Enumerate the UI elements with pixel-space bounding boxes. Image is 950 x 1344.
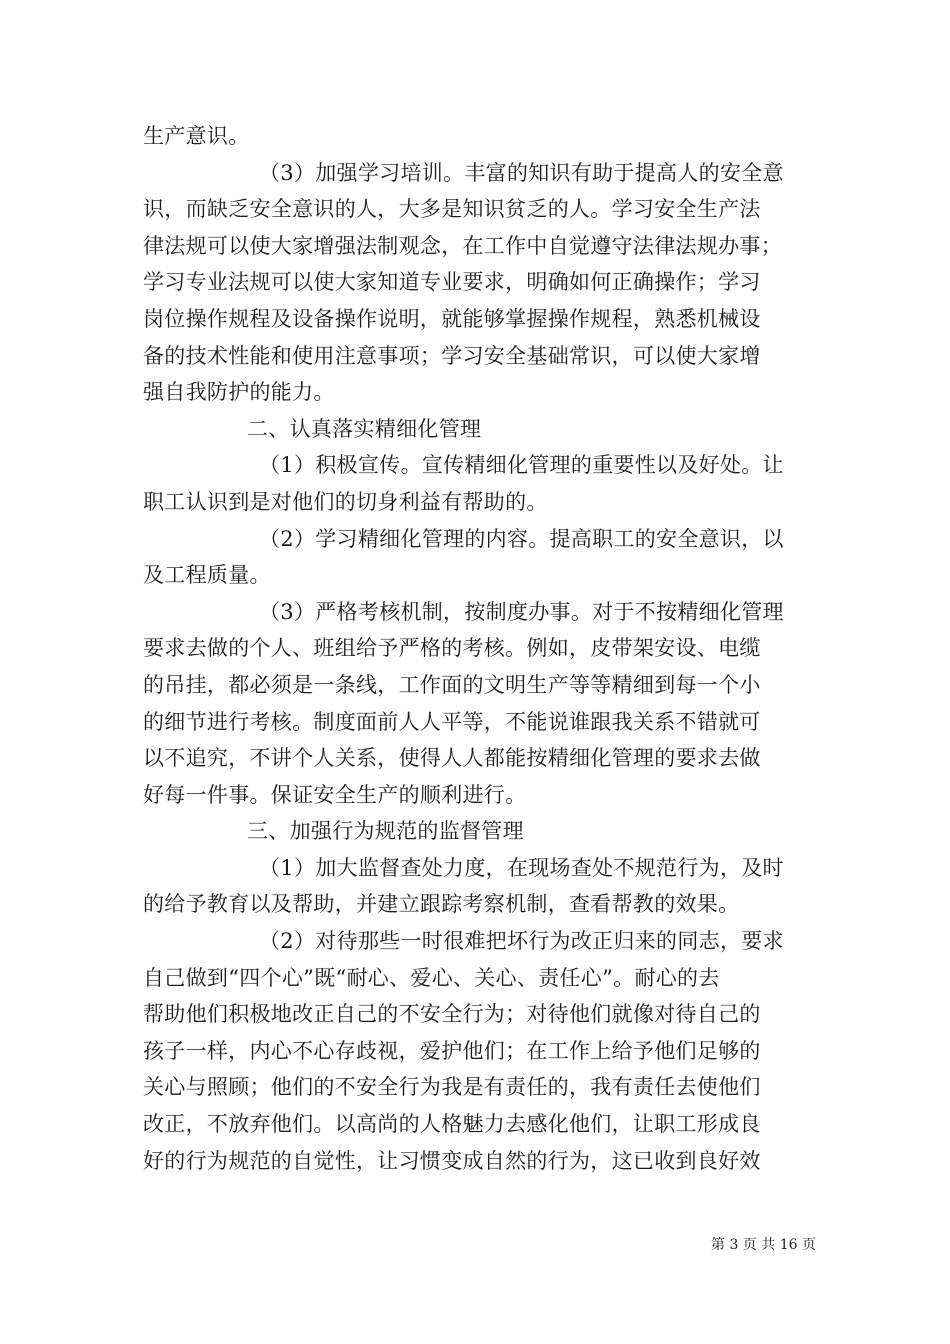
text-line: 好的行为规范的自觉性，让习惯变成自然的行为，这已收到良好效 xyxy=(143,1148,761,1173)
text-line: 二、认真落实精细化管理 xyxy=(247,416,482,441)
document-body xyxy=(143,118,807,1179)
text-line: 及工程质量。 xyxy=(143,563,271,588)
text-line: 备的技术性能和使用注意事项；学习安全基础常识，可以使大家增 xyxy=(143,343,761,368)
text-line: 的吊挂，都必须是一条线，工作面的文明生产等等精细到每一个小 xyxy=(143,672,761,697)
text-line: 帮助他们积极地改正自己的不安全行为；对待他们就像对待自己的 xyxy=(143,1002,761,1027)
text-line: 的细节进行考核。制度面前人人平等，不能说谁跟我关系不错就可 xyxy=(143,709,761,734)
text-line: 岗位操作规程及设备操作说明，就能够掌握操作规程，熟悉机械设 xyxy=(143,306,761,331)
text-line: （2）学习精细化管理的内容。提高职工的安全意识，以 xyxy=(259,526,784,551)
text-line: 自己做到“四个心”既“耐心、爱心、关心、责任心”。耐心的去 xyxy=(143,965,720,990)
text-line: 生产意识。 xyxy=(143,124,250,148)
text-line: 的给予教育以及帮助，并建立跟踪考察机制，查看帮教的效果。 xyxy=(143,892,740,917)
text-line: 要求去做的个人、班组给予严格的考核。例如，皮带架安设、电缆 xyxy=(143,636,761,661)
text-line: （2）对待那些一时很难把坏行为改正归来的同志，要求 xyxy=(259,929,784,954)
text-line: 以不追究，不讲个人关系，使得人人都能按精细化管理的要求去做 xyxy=(143,746,761,771)
text-line: （3）加强学习培训。丰富的知识有助于提高人的安全意 xyxy=(259,160,784,185)
text-line: 强自我防护的能力。 xyxy=(143,380,335,405)
text-line: 关心与照顾；他们的不安全行为我是有责任的，我有责任去使他们 xyxy=(143,1075,761,1100)
text-line: （3）严格考核机制，按制度办事。对于不按精细化管理 xyxy=(259,599,784,624)
text-line: （1）加大监督查处力度，在现场查处不规范行为，及时 xyxy=(259,855,784,880)
text-line: 识，而缺乏安全意识的人，大多是知识贫乏的人。学习安全生产法 xyxy=(143,197,761,222)
page-number-footer: 第 3 页 共 16 页 xyxy=(711,1237,816,1253)
text-line: 职工认识到是对他们的切身利益有帮助的。 xyxy=(143,489,548,514)
text-line: 改正，不放弃他们。以高尚的人格魅力去感化他们，让职工形成良 xyxy=(143,1112,761,1137)
text-line: 三、加强行为规范的监督管理 xyxy=(247,819,524,844)
text-line: 学习专业法规可以使大家知道专业要求，明确如何正确操作；学习 xyxy=(143,270,761,295)
text-line: 好每一件事。保证安全生产的顺利进行。 xyxy=(143,782,527,807)
text-line: 律法规可以使大家增强法制观念，在工作中自觉遵守法律法规办事； xyxy=(143,233,782,258)
text-line: （1）积极宣传。宣传精细化管理的重要性以及好处。让 xyxy=(259,453,784,478)
text-line: 孩子一样，内心不心存歧视，爱护他们；在工作上给予他们足够的 xyxy=(143,1038,761,1063)
